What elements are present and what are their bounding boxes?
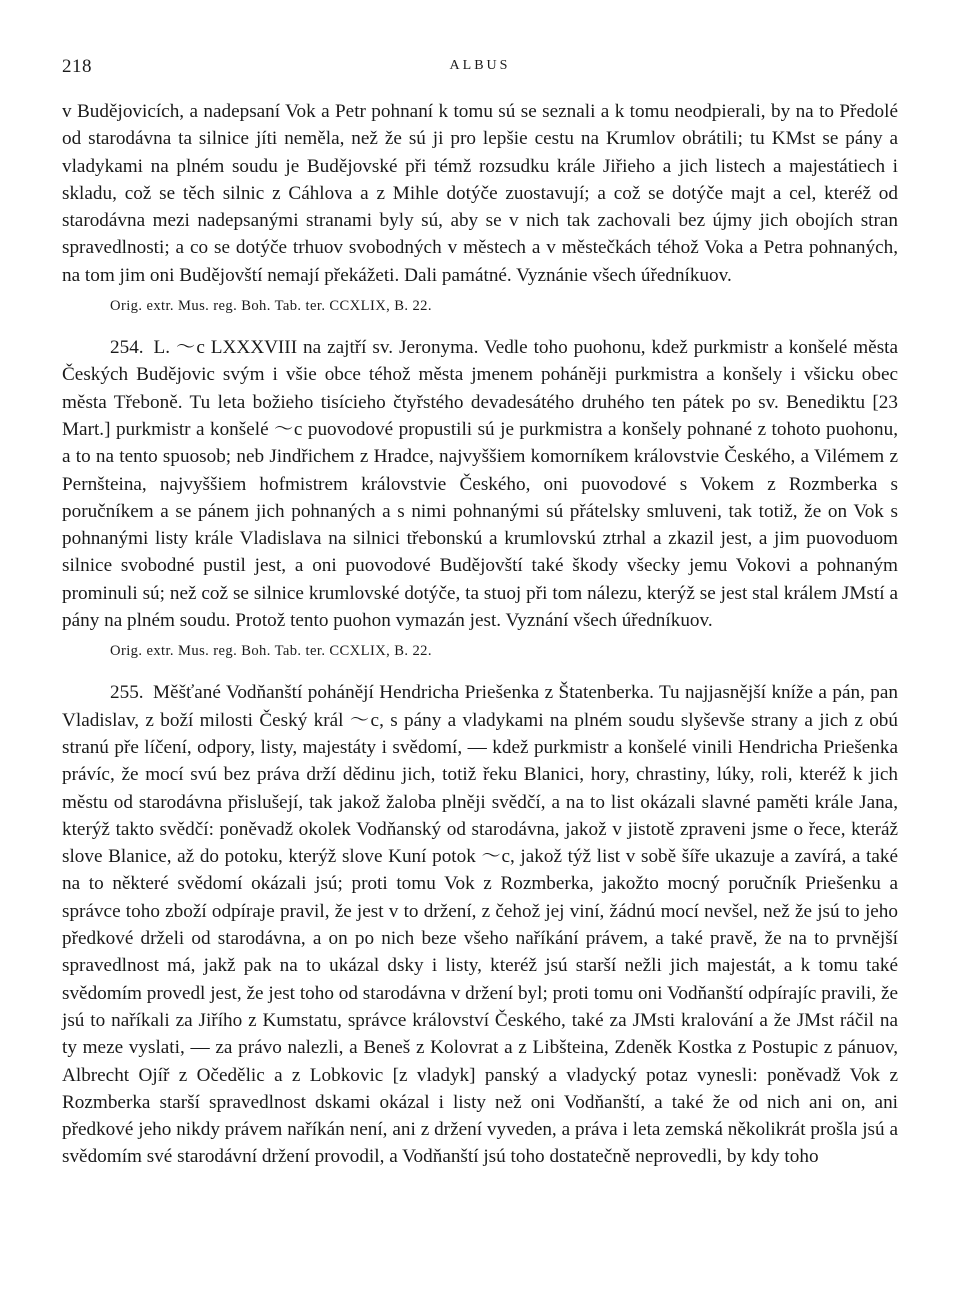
entry-254 [62,334,898,662]
page-number: 218 [62,56,92,77]
source-citation: Orig. extr. Mus. reg. Boh. Tab. ter. CCXLIX, B. 22. [110,643,432,660]
page-header [62,52,898,86]
entry-text: L. 〜c LXXXVIII na zajtří sv. Jeronyma. Vedle toho puohonu, kdež purkmistr a konšelé města Českých Budějovic svým i všie obce téhož města jmenem poháněji purkmistra a konšely i všicku obec města Třeboně. Tu leta božieho tisícieho čtyřstého devadesátého druhého ten pátek po sv. Benediktu [23 Mart.] purkmistr a konšelé 〜c puovodové propustili sú je purkmistra a konšely pohnané z tohoto puohonu, a to na tento spuosob; neb Jindřichem z Hradce, najvyššiem komorníkem královstvie Českého, a Vilémem z Pernšteina, najvyššiem hofmistrem královstvie Českého, oni puovodové s Vokem z Rozmberka s poručníkem a se pánem jich pohnaných a s nimi pohnanými sú přátelsky smluveni, tak totiž, že on Vok s pohnanými listy krále Vladislava na silnici třebonskú a krumlovskú ztrhal a zkazil jest, a jim puovoduom silnice svobodné pustil jest, a oni puovodové Budějovští také škody všecky jemu Vokovi a pohnaným prominuli sú; než což se silnice krumlovské dotýče, ta stuoj při tom nálezu, kterýž se jest stal králem JMstí a pány na plném soudu. Protož tento puohon vymazán jest. Vyznání všech úředníkuov. [62,337,899,632]
continuation-section [62,98,898,317]
book-page [62,52,898,1171]
continuation-paragraph: v Budějovicích, a nadepsaní Vok a Petr pohnaní k tomu sú se seznali a k tomu neodpierali, by na to Předolé od starodávna ta silnice jíti neměla, než že sú ji pro lepšie cestu na Krumlov obrátili; tu KMst se pány a vladykami na plném soudu je Budějovské při témž rozsudku krále Jiřieho a jich listech a majestátiech i skladu, což se těch silnic z Cáhlova a z Mihle dotýče zuostavují; a což se dotýče majt a cel, kteréž od starodávna mezi nadepsanými stranami byly sú, aby se v nich tak zachovali bez újmy jich obojích stran spravedlnosti; a co se dotýče trhuov svobodných v městech a v městečkách téhož Voka a Petra pohnaných, na tom jim oni Budějovští nemají překážeti. Dali památné. Vyznánie všech úředníkuov. [62,101,898,286]
entry-paragraph [62,334,898,634]
entry-number: 255. [110,682,144,704]
entry-number: 254. [110,337,144,359]
entry-paragraph [62,679,898,1170]
source-citation: Orig. extr. Mus. reg. Boh. Tab. ter. CCXLIX, B. 22. [110,298,432,315]
running-head: ALBUS [449,58,511,73]
entry-text: Měšťané Vodňanští pohánějí Hendricha Priešenka z Štatenberka. Tu najjasnější kníže a pán, pan Vladislav, z boží milosti Český král 〜c, s pány a vladykami na plném soudu slyševše strany a jich z obú stranú pře líčení, odpory, listy, majestáty i svědomí, — kdež purkmistr a konšelé vinili Hendricha Priešenka právíc, že mocí svú bez práva drží dědinu jich, totiž řeku Blanici, hory, chrastiny, lúky, roli, kteréž k jich městu od starodávna přislušejí, tak jakož žaloba plněji svědčí, a na to list okázali slavné paměti krále Jana, kterýž takto svědčí: poněvadž okolek Vodňanský od starodávna, jakož v jistotě zpraveni jsme o řece, kteráž slove Blanice, až do potoku, kterýž slove Kuní potok 〜c, jakož týž list v sobě šíře ukazuje a zavírá, a také na to některé svědomí okázali jsú; proti tomu Vok z Rozmberka, jakožto mocný poručník Priešenku a správce toho zboží odpíraje pravil, že jest v to držení, z čehož jej viní, žádnú mocí nevšel, než že jsú to jeho předkové drželi od starodávna, a on po nich beze všeho naříkání právem, a také pravě, že na to prvnější spravedlnost má, jakž pak na to ukázal dsky i listy, kteréž jsú starší nežli jich majestát, a k tomu také svědomím provedl jest, že jest toho od starodávna v držení byl; proti tomu oni Vodňanští odpírajíc pravili, že jsú to naříkali za Jiřího z Kumstatu, správce království Českého, také za JMsti kralování a že JMst ráčil na ty meze vyslati, — za právo nalezli, a Beneš z Kolovrat a z Libšteina, Zdeněk Kostka z Postupic z pánuov, Albrecht Ojíř z Očedělic a z Lobkovic [z vladyk] panský a vladycký potaz vynesli: poněvadž Vok z Rozmberka starší spravedlnost dskami okázal i listy než oni Vodňanští, a také že od nich ani on, ani předkové jeho nikdy právem naříkán není, ani z držení vyveden, a práva i leta zemská několikrát prošla jsú a svědomím své starodávní držení provodil, a Vodňanští jsú toho dostatečně neprovedli, by kdy toho [62,682,898,1168]
entry-255 [62,679,898,1170]
